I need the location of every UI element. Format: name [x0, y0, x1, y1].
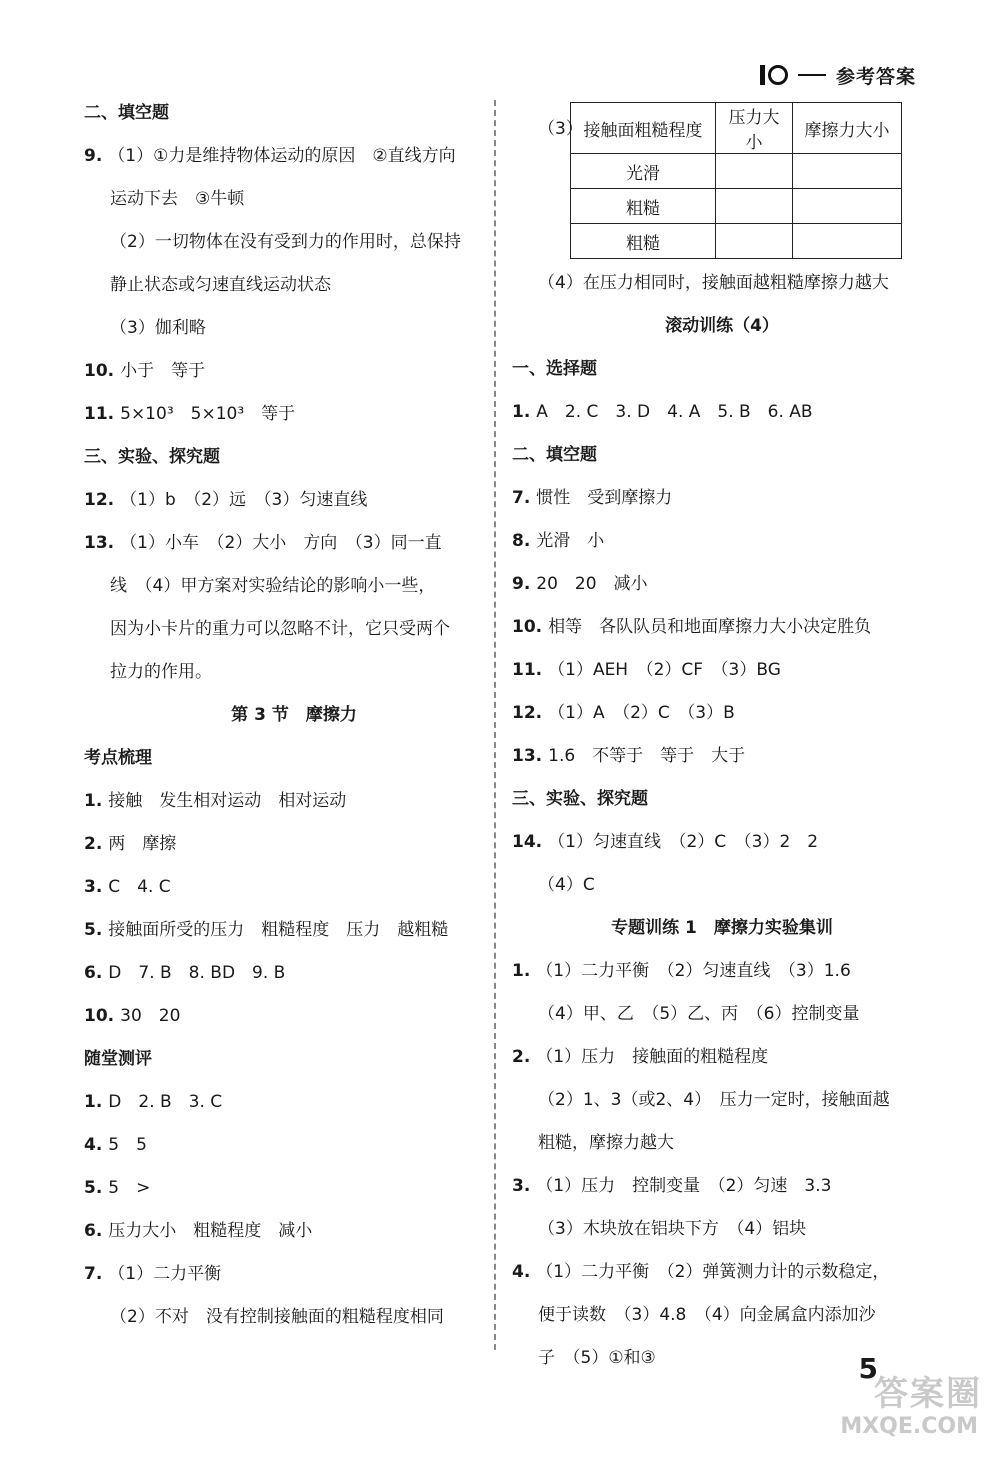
- answer-text: 接触面所受的压力 粗糙程度 压力 越粗糙: [108, 920, 449, 940]
- question-number: 9.: [512, 574, 531, 594]
- answer-line: [84, 651, 504, 694]
- table-header: 接触面粗糙程度: [571, 103, 716, 154]
- answer-line: [512, 1036, 932, 1079]
- question-number: 12.: [512, 703, 543, 723]
- answer-text: 1.6 不等于 等于 大于: [548, 746, 746, 766]
- answer-line: [512, 950, 932, 993]
- table-row: [571, 224, 902, 259]
- answer-line: [512, 606, 932, 649]
- table-header: 摩擦力大小: [793, 103, 902, 154]
- watermark-url: MXQE.COM: [840, 1414, 978, 1439]
- question-number: 5.: [84, 920, 103, 940]
- answer-line: [84, 1081, 504, 1124]
- table-cell: [793, 154, 902, 189]
- answer-text: 静止状态或匀速直线运动状态: [110, 275, 331, 295]
- answer-text: D 2. B 3. C: [108, 1092, 223, 1112]
- friction-table-block: [512, 102, 932, 262]
- answer-line: [84, 264, 504, 307]
- question-number: 7.: [512, 488, 531, 508]
- header-title: 参考答案: [835, 65, 916, 88]
- answer-text: 运动下去 ③牛顿: [110, 189, 245, 209]
- question-number: 4.: [512, 1262, 531, 1282]
- answer-line: [84, 479, 504, 522]
- page-number: 5: [858, 1352, 878, 1385]
- answer-line: [84, 952, 504, 995]
- answer-line: [84, 522, 504, 565]
- question-number: 3.: [512, 1176, 531, 1196]
- answer-line: [512, 391, 932, 434]
- table-row: [571, 154, 902, 189]
- answer-line: [512, 563, 932, 606]
- answer-text: 三、实验、探究题: [84, 447, 220, 467]
- answer-line: [84, 135, 504, 178]
- answer-line: [84, 1124, 504, 1167]
- answer-line: [512, 262, 932, 305]
- page-header: [760, 58, 916, 92]
- answer-line: [512, 1122, 932, 1165]
- table-header: 压力大小: [716, 103, 793, 154]
- table-label: （3）: [538, 119, 583, 139]
- question-number: 12.: [84, 490, 115, 510]
- answer-text: 二、填空题: [512, 445, 597, 465]
- answer-line: [84, 1253, 504, 1296]
- answer-line: [84, 780, 504, 823]
- answer-line: [84, 1296, 504, 1339]
- answer-text: 两 摩擦: [108, 834, 177, 854]
- question-number: 4.: [84, 1135, 103, 1155]
- answer-text: （1）①力是维持物体运动的原因 ②直线方向: [108, 146, 456, 166]
- question-number: 11.: [512, 660, 543, 680]
- answer-line: [84, 350, 504, 393]
- answer-line: [84, 608, 504, 651]
- answer-text: （3）伽利略: [110, 318, 206, 338]
- section-title: [512, 907, 932, 950]
- question-number: 11.: [84, 404, 115, 424]
- answer-line: [84, 995, 504, 1038]
- section-heading: [84, 436, 504, 479]
- section-title: [512, 305, 932, 348]
- table-cell: [793, 189, 902, 224]
- section-heading: [512, 348, 932, 391]
- section-heading: [84, 92, 504, 135]
- answer-line: [512, 1079, 932, 1122]
- question-number: 10.: [512, 617, 543, 637]
- answer-line: [512, 864, 932, 907]
- question-number: 8.: [512, 531, 531, 551]
- answer-text: 相等 各队队员和地面摩擦力大小决定胜负: [548, 617, 872, 637]
- answer-text: 三、实验、探究题: [512, 789, 648, 809]
- question-number: 3.: [84, 877, 103, 897]
- answer-line: [512, 1208, 932, 1251]
- answer-text: （1）二力平衡 （2）匀速直线 （3）1.6: [536, 961, 851, 981]
- section-heading: [84, 737, 504, 780]
- answer-line: [84, 909, 504, 952]
- table-cell: 粗糙: [571, 224, 716, 259]
- answer-text: （1）二力平衡: [108, 1264, 222, 1284]
- section-heading: [512, 434, 932, 477]
- answer-line: [512, 993, 932, 1036]
- answer-text: （4）在压力相同时，接触面越粗糙摩擦力越大: [538, 273, 889, 293]
- answer-text: 接触 发生相对运动 相对运动: [108, 791, 347, 811]
- question-number: 14.: [512, 832, 543, 852]
- friction-table: [570, 102, 902, 259]
- answer-text: 线 （4）甲方案对实验结论的影响小一些，: [110, 576, 436, 596]
- answer-line: [84, 1210, 504, 1253]
- answer-line: [512, 520, 932, 563]
- answer-text: （1）AEH （2）CF （3）BG: [548, 660, 781, 680]
- answer-line: [512, 1165, 932, 1208]
- right-answers: [512, 262, 932, 1380]
- answer-text: 5 5: [108, 1135, 147, 1155]
- header-rule: [798, 74, 826, 76]
- logo-icon: [760, 63, 788, 87]
- table-cell: [716, 224, 793, 259]
- left-column: [84, 92, 504, 1339]
- question-number: 1.: [84, 1092, 103, 1112]
- answer-text: 5×10³ 5×10³ 等于: [120, 404, 296, 424]
- question-number: 6.: [84, 963, 103, 983]
- answer-text: D 7. B 8. BD 9. B: [108, 963, 286, 983]
- question-number: 5.: [84, 1178, 103, 1198]
- section-heading: [84, 1038, 504, 1081]
- question-number: 10.: [84, 361, 115, 381]
- answer-text: 考点梳理: [84, 748, 152, 768]
- answer-text: C 4. C: [108, 877, 171, 897]
- answer-line: [84, 178, 504, 221]
- answer-text: 因为小卡片的重力可以忽略不计，它只受两个: [110, 619, 450, 639]
- question-number: 2.: [84, 834, 103, 854]
- answer-text: （1）压力 控制变量 （2）匀速 3.3: [536, 1176, 832, 1196]
- question-number: 6.: [84, 1221, 103, 1241]
- answer-line: [512, 1251, 932, 1294]
- answer-text: 压力大小 粗糙程度 减小: [108, 1221, 313, 1241]
- answer-text: 一、选择题: [512, 359, 597, 379]
- question-number: 1.: [512, 402, 531, 422]
- question-number: 2.: [512, 1047, 531, 1067]
- right-column: [512, 92, 932, 1380]
- answer-line: [512, 692, 932, 735]
- answer-line: [512, 1294, 932, 1337]
- answer-line: [84, 221, 504, 264]
- section-title: [84, 694, 504, 737]
- answer-line: [84, 1167, 504, 1210]
- question-number: 10.: [84, 1006, 115, 1026]
- answer-text: （1）压力 接触面的粗糙程度: [536, 1047, 769, 1067]
- answer-text: 随堂测评: [84, 1049, 152, 1069]
- table-cell: [716, 189, 793, 224]
- answer-text: 5 >: [108, 1178, 151, 1198]
- answer-line: [512, 649, 932, 692]
- watermark-logo: 答案圈: [874, 1374, 982, 1414]
- answer-line: [84, 307, 504, 350]
- answer-text: 子 （5）①和③: [538, 1348, 656, 1368]
- answer-line: [84, 823, 504, 866]
- question-number: 1.: [84, 791, 103, 811]
- answer-line: [512, 477, 932, 520]
- answer-text: 小于 等于: [120, 361, 206, 381]
- answer-text: 粗糙，摩擦力越大: [538, 1133, 674, 1153]
- answer-line: [512, 821, 932, 864]
- answer-line: [84, 866, 504, 909]
- question-number: 7.: [84, 1264, 103, 1284]
- question-number: 9.: [84, 146, 103, 166]
- answer-text: 第 3 节 摩擦力: [231, 705, 357, 725]
- answer-line: [512, 735, 932, 778]
- answer-text: （2）1、3（或2、4） 压力一定时，接触面越: [538, 1090, 890, 1110]
- answer-text: （1）小车 （2）大小 方向 （3）同一直: [120, 533, 442, 553]
- answer-text: （3）木块放在铝块下方 （4）铝块: [538, 1219, 807, 1239]
- answer-text: （4）C: [538, 875, 595, 895]
- table-cell: 光滑: [571, 154, 716, 189]
- table-cell: [716, 154, 793, 189]
- answer-text: 二、填空题: [84, 103, 169, 123]
- answer-line: [84, 565, 504, 608]
- answer-text: 便于读数 （3）4.8 （4）向金属盒内添加沙: [538, 1305, 876, 1325]
- answer-text: 惯性 受到摩擦力: [536, 488, 673, 508]
- answer-text: （1）b （2）远 （3）匀速直线: [120, 490, 368, 510]
- question-number: 13.: [84, 533, 115, 553]
- answer-text: 30 20: [120, 1006, 181, 1026]
- table-cell: [793, 224, 902, 259]
- answer-text: （1）二力平衡 （2）弹簧测力计的示数稳定，: [536, 1262, 890, 1282]
- answer-line: [84, 393, 504, 436]
- table-cell: 粗糙: [571, 189, 716, 224]
- answer-text: 滚动训练（4）: [665, 316, 779, 336]
- answer-text: （1）匀速直线 （2）C （3）2 2: [548, 832, 819, 852]
- answer-text: （2）不对 没有控制接触面的粗糙程度相同: [110, 1307, 444, 1327]
- answer-text: 专题训练 1 摩擦力实验集训: [611, 918, 833, 938]
- answer-text: A 2. C 3. D 4. A 5. B 6. AB: [536, 402, 813, 422]
- answer-text: （2）一切物体在没有受到力的作用时，总保持: [110, 232, 461, 252]
- table-row: [571, 189, 902, 224]
- question-number: 13.: [512, 746, 543, 766]
- answer-text: 20 20 减小: [536, 574, 648, 594]
- answer-text: （1）A （2）C （3）B: [548, 703, 735, 723]
- answer-text: 拉力的作用。: [110, 662, 212, 682]
- question-number: 1.: [512, 961, 531, 981]
- answer-text: （4）甲、乙 （5）乙、丙 （6）控制变量: [538, 1004, 860, 1024]
- section-heading: [512, 778, 932, 821]
- answer-text: 光滑 小: [536, 531, 605, 551]
